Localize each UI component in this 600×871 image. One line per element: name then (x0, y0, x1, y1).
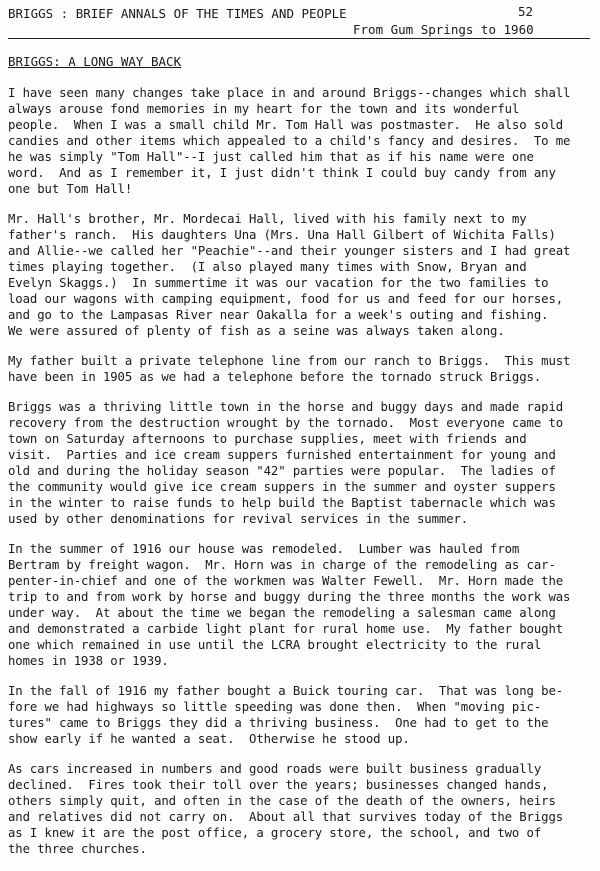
article-body (8, 85, 592, 871)
header-rule (8, 38, 590, 39)
paragraph: Mr. Hall's brother, Mr. Mordecai Hall, lived with his family next to my father's ranch. His daughters Una (Mrs. Una Hall Gilbert of Wichita Falls) and Allie--we called her "Peachie"--and their younger sisters and I had great times playing together. (I also played many times with Snow, Bryan and Evelyn Skaggs.) In summertime it was our vacation for the two families to load our wagons with camping equipment, food for us and feed for our horses, and go to the Lampasas River near Oakalla for a week's outing and fishing. We were assured of plenty of fish as a seine was always taken along. (8, 212, 571, 338)
paragraph: In the summer of 1916 our house was remodeled. Lumber was hauled from Bertram by freight wagon. Mr. Horn was in charge of the remodeling as car- penter-in-chief and one of the workmen was Walter Fewell. Mr. Horn made the trip to and from work by horse and buggy during the three months the work was under way. At about the time we began the remodeling a salesman came along and demonstrated a carbide light plant for rural home use. My father bought one which remained in use until the LCRA brought electricity to the rural homes in 1938 or 1939. (8, 542, 571, 668)
book-subtitle: From Gum Springs to 1960 (353, 22, 534, 37)
page-number: 52 (518, 4, 534, 19)
paragraph: My father built a private telephone line from our ranch to Briggs. This must have been in 1905 as we had a telephone before the tornado struck Briggs. (8, 354, 571, 384)
paragraph: Briggs was a thriving little town in the horse and buggy days and made rapid recovery from the destruction wrought by the tornado. Most everyone came to town on Saturday afternoons to purchase supplies, meet with friends and visit. Parties and ice cream suppers furnished entertainment for young and old and during the holiday season "42" parties were popular. The ladies of the community would give ice cream suppers in the summer and oyster suppers in the winter to raise funds to help build the Baptist tabernacle which was used by other denominations for revival services in the summer. (8, 400, 564, 526)
section-title: BRIGGS: A LONG WAY BACK (8, 54, 182, 69)
book-title: BRIGGS : BRIEF ANNALS OF THE TIMES AND PEOPLE (8, 6, 347, 21)
paragraph: As cars increased in numbers and good roads were built business gradually declined. Fires took their toll over the years; businesses changed hands, others simply quit, and often in the case of the death of the owners, heirs and relatives did not carry on. About all that survives today of the Briggs as I knew it are the post office, a grocery store, the school, and two of the three churches. (8, 762, 564, 856)
paragraph: In the fall of 1916 my father bought a Buick touring car. That was long be- fore we had highways so little speeding was done then. When "moving pic- tures" came to Briggs they did a thriving business. One had to get to the show early if he wanted a seat. Otherwise he stood up. (8, 684, 564, 746)
paragraph: I have seen many changes take place in and around Briggs--changes which shall always arouse fond memories in my heart for the town and its wonderful people. When I was a small child Mr. Tom Hall was postmaster. He also sold candies and other items which appealed to a child's fancy and desires. To me he was simply "Tom Hall"--I just called him that as if his name were one word. And as I remember it, I just didn't think I could buy candy from any one but Tom Hall! (8, 86, 571, 196)
